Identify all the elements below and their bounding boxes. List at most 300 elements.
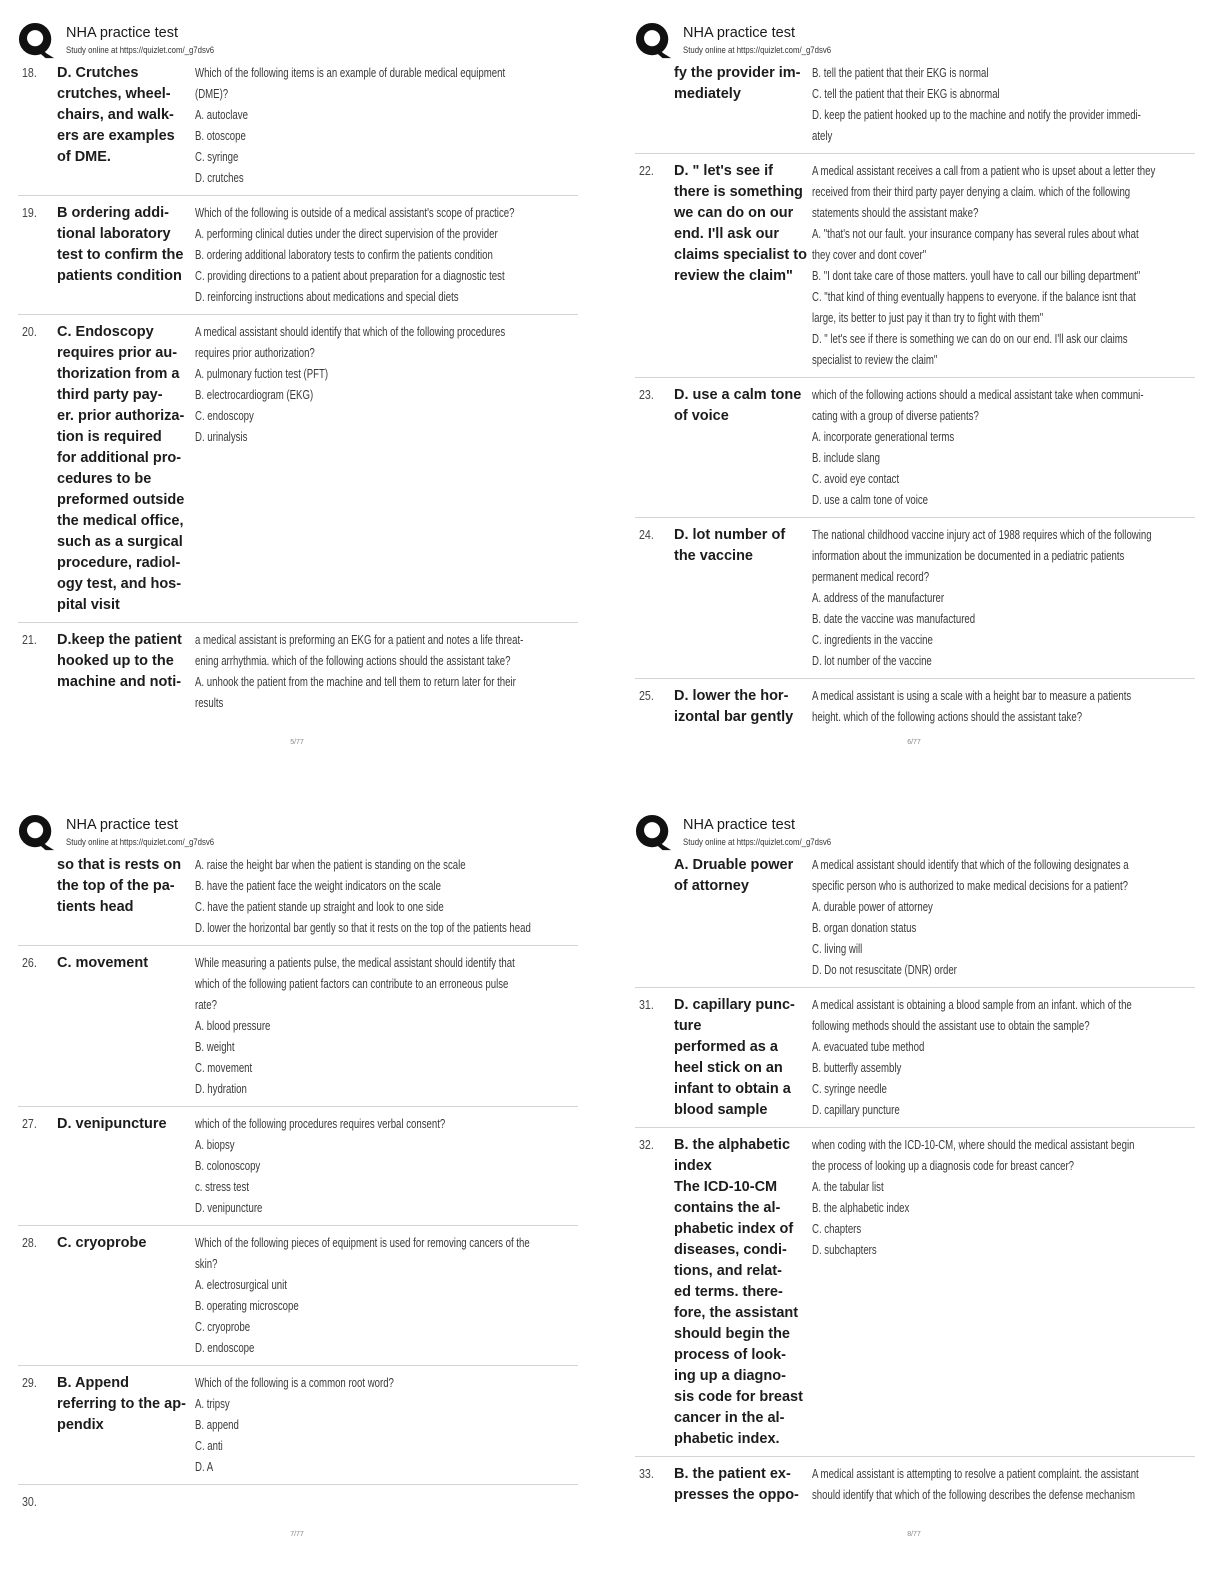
question-line <box>195 896 578 917</box>
study-online-link: Study online at https://quizlet.com/_g7dsv6 <box>683 837 832 848</box>
answer-explanation <box>674 1463 812 1505</box>
question: C. avoid eye contact <box>812 471 900 486</box>
answer-line <box>674 1176 812 1197</box>
answer-line <box>674 1099 812 1120</box>
question-number: 32. <box>639 1137 654 1152</box>
question-line <box>195 973 578 994</box>
question-line <box>812 896 1195 917</box>
answer: B. the patient ex- <box>674 1466 791 1482</box>
question: D. subchapters <box>812 1242 877 1257</box>
qa-row <box>18 315 578 623</box>
answer: ed terms. there- <box>674 1284 783 1300</box>
question: A. pulmonary fuction test (PFT) <box>195 366 329 381</box>
answer: heel stick on an <box>674 1060 783 1076</box>
answer: third party pay- <box>57 387 163 403</box>
question: A. tripsy <box>195 1396 230 1411</box>
answer-line <box>57 223 195 244</box>
answer-line <box>674 706 812 727</box>
question-number-cell <box>635 685 674 727</box>
answer-line <box>57 363 195 384</box>
answer-line <box>674 994 812 1015</box>
question-number-cell <box>18 1232 57 1358</box>
question: requires prior authorization? <box>195 345 315 360</box>
question: Which of the following is outside of a medical assistant's scope of practice? <box>195 205 515 220</box>
answer-explanation <box>674 524 812 671</box>
question-line <box>195 1435 578 1456</box>
question: C. providing directions to a patient about preparation for a diagnostic test <box>195 268 505 283</box>
answer-line <box>674 223 812 244</box>
answer: machine and noti- <box>57 674 182 690</box>
question-line <box>812 608 1195 629</box>
answer-line <box>57 1393 195 1414</box>
question-line <box>195 1015 578 1036</box>
answer-line <box>674 1078 812 1099</box>
qa-row <box>18 1366 578 1485</box>
question-number: 24. <box>639 527 654 542</box>
question: While measuring a patients pulse, the medical assistant should identify that <box>195 955 515 970</box>
answer-line <box>674 1281 812 1302</box>
question-list <box>635 848 1195 1512</box>
question-number-cell <box>18 62 57 188</box>
answer: izontal bar gently <box>674 709 794 725</box>
question-number: 29. <box>22 1375 37 1390</box>
question-line <box>812 706 1195 727</box>
answer-line <box>57 384 195 405</box>
question: (DME)? <box>195 86 229 101</box>
answer-explanation <box>57 62 195 188</box>
question-number: 30. <box>22 1494 37 1509</box>
page-number: 5/77 <box>290 739 304 746</box>
question: A. performing clinical duties under the direct supervision of the provider <box>195 226 498 241</box>
question-line <box>812 160 1195 181</box>
question-line <box>195 1316 578 1337</box>
answer-line <box>674 1407 812 1428</box>
question-number: 22. <box>639 163 654 178</box>
question-line <box>195 1414 578 1435</box>
answer: tients head <box>57 899 134 915</box>
question-line <box>195 671 578 692</box>
answer-line <box>57 531 195 552</box>
question-line <box>812 104 1195 125</box>
answer-explanation <box>57 854 195 938</box>
question-line <box>812 1134 1195 1155</box>
question: which of the following patient factors can contribute to an erroneous pulse <box>195 976 509 991</box>
question-number: 21. <box>22 632 37 647</box>
question: A. blood pressure <box>195 1018 271 1033</box>
quizlet-logo-icon <box>18 22 56 60</box>
answer: mediately <box>674 86 741 102</box>
answer: phabetic index of <box>674 1221 794 1237</box>
question: B. weight <box>195 1039 235 1054</box>
answer-line <box>674 265 812 286</box>
question-line <box>812 650 1195 671</box>
answer: presses the oppo- <box>674 1487 799 1503</box>
question-line <box>812 83 1195 104</box>
question-line <box>195 202 578 223</box>
answer-explanation <box>674 685 812 727</box>
question: B. operating microscope <box>195 1298 299 1313</box>
question: Which of the following pieces of equipment is used for removing cancers of the <box>195 1235 530 1250</box>
question: C. ingredients in the vaccine <box>812 632 933 647</box>
study-online-link: Study online at https://quizlet.com/_g7dsv6 <box>66 45 215 56</box>
answer-line <box>674 1302 812 1323</box>
question-line <box>195 1253 578 1274</box>
answer-line <box>674 1015 812 1036</box>
question-line <box>195 265 578 286</box>
answer-line <box>57 468 195 489</box>
answer: phabetic index. <box>674 1431 780 1447</box>
qa-row <box>635 518 1195 679</box>
answer-line <box>57 202 195 223</box>
question-number-line <box>639 384 674 405</box>
question-number-line <box>22 1372 57 1393</box>
question: A medical assistant should identify that which of the following designates a <box>812 857 1129 872</box>
answer: of voice <box>674 408 729 424</box>
study-online-link: Study online at https://quizlet.com/_g7dsv6 <box>66 837 215 848</box>
question-number-line <box>22 1491 57 1512</box>
answer-line <box>674 1428 812 1449</box>
question: D. Do not resuscitate (DNR) order <box>812 962 957 977</box>
answer-line <box>674 1323 812 1344</box>
question: which of the following procedures requires verbal consent? <box>195 1116 446 1131</box>
qa-row <box>18 1107 578 1226</box>
question: B. colonoscopy <box>195 1158 261 1173</box>
answer: infant to obtain a <box>674 1081 791 1097</box>
question-line <box>195 1078 578 1099</box>
answer-line <box>674 1260 812 1281</box>
answer: index <box>674 1158 712 1174</box>
question-line <box>195 1113 578 1134</box>
question-line <box>195 854 578 875</box>
question: D. lower the horizontal bar gently so that it rests on the top of the patients head <box>195 920 531 935</box>
answer-line <box>674 1197 812 1218</box>
answer-explanation <box>674 160 812 370</box>
question-line <box>812 286 1195 307</box>
answer: sis code for breast <box>674 1389 803 1405</box>
quizlet-logo-icon <box>635 22 673 60</box>
question: following methods should the assistant use to obtain the sample? <box>812 1018 1090 1033</box>
answer: blood sample <box>674 1102 768 1118</box>
question-line <box>812 1197 1195 1218</box>
question-text <box>195 202 578 307</box>
answer: B ordering addi- <box>57 205 169 221</box>
question-number: 19. <box>22 205 37 220</box>
question: specialist to review the claim" <box>812 352 938 367</box>
question: C. "that kind of thing eventually happens to everyone. if the balance isnt that <box>812 289 1136 304</box>
question-line <box>195 426 578 447</box>
question: B. ordering additional laboratory tests to confirm the patients condition <box>195 247 493 262</box>
question-line <box>195 1456 578 1477</box>
question-text <box>195 854 578 938</box>
question-line <box>195 875 578 896</box>
question-line <box>812 1078 1195 1099</box>
page-number: 8/77 <box>907 1531 921 1538</box>
question-list <box>18 56 578 720</box>
answer: er. prior authoriza- <box>57 408 185 424</box>
question: D. A <box>195 1459 214 1474</box>
answer-line <box>674 160 812 181</box>
quizlet-logo-icon <box>635 814 673 852</box>
page-number: 6/77 <box>907 739 921 746</box>
answer-line <box>57 426 195 447</box>
page-number: 7/77 <box>290 1531 304 1538</box>
answer-line <box>57 1414 195 1435</box>
question-number-line <box>22 1113 57 1134</box>
question: rate? <box>195 997 217 1012</box>
answer-line <box>57 321 195 342</box>
document-page <box>617 792 1224 1584</box>
answer: test to confirm the <box>57 247 184 263</box>
question: D. use a calm tone of voice <box>812 492 929 507</box>
answer: D. capillary punc- <box>674 997 795 1013</box>
question: C. syringe needle <box>812 1081 887 1096</box>
answer-line <box>674 1484 812 1505</box>
document-page <box>0 792 607 1584</box>
question-line <box>195 1036 578 1057</box>
answer-explanation <box>57 629 195 713</box>
answer: there is something <box>674 184 803 200</box>
answer-line <box>57 952 195 973</box>
question: D. urinalysis <box>195 429 248 444</box>
answer: process of look- <box>674 1347 786 1363</box>
answer: we can do on our <box>674 205 794 221</box>
question-line <box>812 938 1195 959</box>
answer-line <box>57 265 195 286</box>
answer-line <box>57 405 195 426</box>
document-page <box>617 0 1224 792</box>
question: should identify that which of the following describes the defense mechanism <box>812 1487 1135 1502</box>
question-line <box>195 1372 578 1393</box>
question-number-line <box>639 1134 674 1155</box>
question-line <box>195 342 578 363</box>
question-list <box>635 56 1195 734</box>
answer: tional laboratory <box>57 226 171 242</box>
question-line <box>812 349 1195 370</box>
document-page <box>0 0 607 792</box>
answer: claims specialist to <box>674 247 807 263</box>
answer: preformed outside <box>57 492 185 508</box>
document-title: NHA practice test <box>66 817 179 833</box>
answer-line <box>674 1239 812 1260</box>
answer-explanation <box>57 321 195 615</box>
question-number-line <box>22 952 57 973</box>
question-line <box>812 685 1195 706</box>
question-line <box>812 1057 1195 1078</box>
answer-line <box>57 1372 195 1393</box>
document-title: NHA practice test <box>683 817 796 833</box>
answer-line <box>674 524 812 545</box>
question-text <box>812 994 1195 1120</box>
answer-line <box>57 594 195 615</box>
answer: pendix <box>57 1417 104 1433</box>
answer-line <box>674 1155 812 1176</box>
question-line <box>812 223 1195 244</box>
question-line <box>195 692 578 713</box>
answer-line <box>57 62 195 83</box>
question: information about the immunization be documented in a pediatric patients <box>812 548 1125 563</box>
answer: referring to the ap- <box>57 1396 186 1412</box>
answer: ogy test, and hos- <box>57 576 182 592</box>
question-line <box>812 1239 1195 1260</box>
question: C. syringe <box>195 149 239 164</box>
question-line <box>195 629 578 650</box>
answer: ture <box>674 1018 702 1034</box>
question-line <box>195 223 578 244</box>
question: C. have the patient stande up straight and look to one side <box>195 899 444 914</box>
qa-row <box>18 946 578 1107</box>
question: B. date the vaccine was manufactured <box>812 611 976 626</box>
question-text <box>195 952 578 1099</box>
question: A. biopsy <box>195 1137 235 1152</box>
answer-line <box>674 1344 812 1365</box>
question-line <box>812 566 1195 587</box>
answer-line <box>674 405 812 426</box>
answer-line <box>674 384 812 405</box>
answer-line <box>674 685 812 706</box>
answer: chairs, and walk- <box>57 107 174 123</box>
answer-line <box>674 62 812 83</box>
question: C. endoscopy <box>195 408 254 423</box>
question-number-cell <box>635 1463 674 1505</box>
question: A. evacuated tube method <box>812 1039 925 1054</box>
question-number: 18. <box>22 65 37 80</box>
answer-line <box>674 1036 812 1057</box>
question-line <box>195 363 578 384</box>
answer: The ICD-10-CM <box>674 1179 778 1195</box>
question-number-line <box>22 321 57 342</box>
question-line <box>195 146 578 167</box>
qa-row <box>635 679 1195 734</box>
question-line <box>195 1232 578 1253</box>
answer-explanation <box>57 1113 195 1218</box>
question: results <box>195 695 224 710</box>
question: ately <box>812 128 833 143</box>
qa-row <box>635 988 1195 1128</box>
question-line <box>812 328 1195 349</box>
question-line <box>195 650 578 671</box>
question-number-cell <box>18 854 57 938</box>
question: D. crutches <box>195 170 244 185</box>
question-line <box>812 384 1195 405</box>
answer: fy the provider im- <box>674 65 801 81</box>
question-number: 33. <box>639 1466 654 1481</box>
question-number-line <box>639 1463 674 1484</box>
answer-line <box>57 125 195 146</box>
question-line <box>195 1337 578 1358</box>
question-line <box>195 286 578 307</box>
qa-row <box>635 1457 1195 1512</box>
answer-line <box>674 244 812 265</box>
question-text <box>195 321 578 615</box>
question: A. autoclave <box>195 107 248 122</box>
answer: patients condition <box>57 268 182 284</box>
question-number-cell <box>635 1134 674 1449</box>
question: skin? <box>195 1256 218 1271</box>
question-text <box>812 1134 1195 1449</box>
question: A. address of the manufacturer <box>812 590 945 605</box>
answer: D. " let's see if <box>674 163 773 179</box>
answer-explanation <box>57 1372 195 1477</box>
question-number: 25. <box>639 688 654 703</box>
question-line <box>195 167 578 188</box>
answer: thorization from a <box>57 366 180 382</box>
answer-explanation <box>674 994 812 1120</box>
question-line <box>812 489 1195 510</box>
answer-explanation <box>674 854 812 980</box>
answer-line <box>674 83 812 104</box>
answer: B. the alphabetic <box>674 1137 791 1153</box>
question-line <box>812 629 1195 650</box>
question-number-cell <box>18 1372 57 1477</box>
question: received from their third party payer denying a claim. which of the following <box>812 184 1131 199</box>
answer: C. Endoscopy <box>57 324 154 340</box>
question-line <box>812 1155 1195 1176</box>
question-text <box>812 854 1195 980</box>
answer: pital visit <box>57 597 120 613</box>
question: statements should the assistant make? <box>812 205 979 220</box>
question-number-line <box>639 160 674 181</box>
answer: C. cryoprobe <box>57 1235 147 1251</box>
answer-explanation <box>674 62 812 146</box>
answer: B. Append <box>57 1375 129 1391</box>
answer: D.keep the patient <box>57 632 182 648</box>
question: B. organ donation status <box>812 920 917 935</box>
question-line <box>812 62 1195 83</box>
question: D. reinforcing instructions about medications and special diets <box>195 289 459 304</box>
answer-explanation <box>57 952 195 1099</box>
question: large, its better to just pay it than try to fight with them" <box>812 310 1044 325</box>
question-number-cell <box>18 202 57 307</box>
question-number-line <box>22 202 57 223</box>
question: when coding with the ICD-10-CM, where should the medical assistant begin <box>812 1137 1135 1152</box>
qa-row <box>18 56 578 196</box>
question: C. tell the patient that their EKG is abnormal <box>812 86 1000 101</box>
question-line <box>812 959 1195 980</box>
question: D. endoscope <box>195 1340 255 1355</box>
question: A. "that's not our fault. your insurance company has several rules about what <box>812 226 1139 241</box>
question: A medical assistant receives a call from a patient who is upset about a letter they <box>812 163 1156 178</box>
qa-row <box>635 1128 1195 1457</box>
question-line <box>812 1036 1195 1057</box>
question: D. hydration <box>195 1081 247 1096</box>
question: c. stress test <box>195 1179 249 1194</box>
question-line <box>195 1393 578 1414</box>
answer-line <box>674 875 812 896</box>
question-number: 28. <box>22 1235 37 1250</box>
question-text <box>195 1491 578 1512</box>
question-text <box>195 629 578 713</box>
question-line <box>195 62 578 83</box>
question: D. keep the patient hooked up to the machine and notify the provider immedi- <box>812 107 1141 122</box>
question-line <box>812 587 1195 608</box>
answer-line <box>57 1113 195 1134</box>
question: A medical assistant is using a scale with a height bar to measure a patients <box>812 688 1132 703</box>
answer-line <box>57 552 195 573</box>
question-number-cell <box>18 321 57 615</box>
question: A medical assistant is obtaining a blood sample from an infant. which of the <box>812 997 1132 1012</box>
qa-row <box>18 196 578 315</box>
answer: D. Crutches <box>57 65 139 81</box>
question: B. the alphabetic index <box>812 1200 910 1215</box>
question: D. lot number of the vaccine <box>812 653 932 668</box>
answer: performed as a <box>674 1039 778 1055</box>
answer-line <box>57 146 195 167</box>
question-line <box>195 952 578 973</box>
answer-line <box>674 1218 812 1239</box>
question-line <box>195 917 578 938</box>
answer-line <box>674 1365 812 1386</box>
question-line <box>195 1134 578 1155</box>
